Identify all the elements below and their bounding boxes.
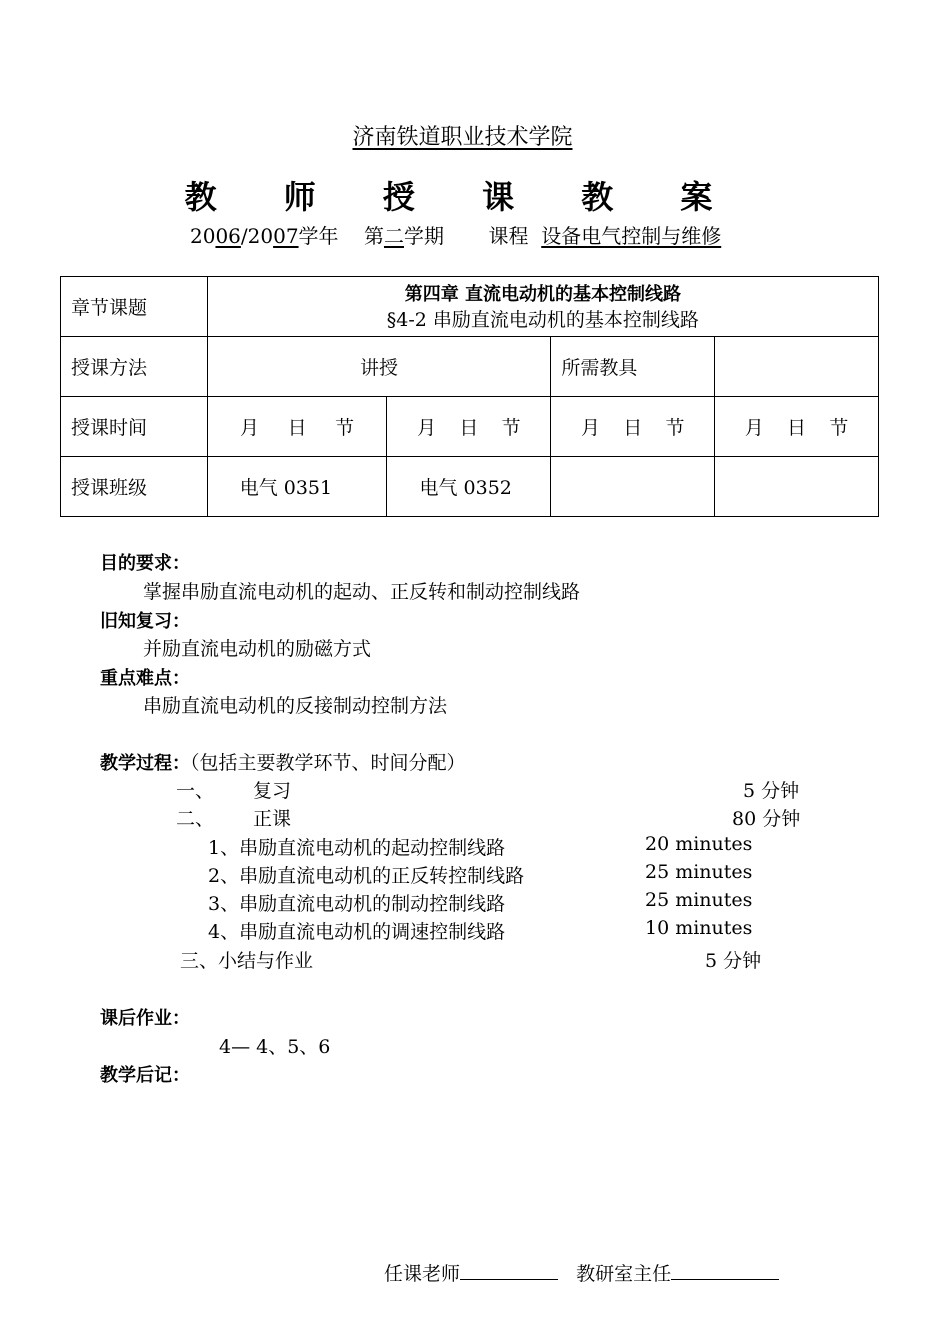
subitem-time: 20 minutes (645, 833, 753, 855)
process-note: （包括主要教学环节、时间分配） (190, 752, 466, 774)
method-label: 授课方法 (61, 337, 208, 397)
signature-line (384, 1259, 779, 1286)
term-course-line: 2006/2007学年 第二学期 课程 设备电气控制与维修 (190, 224, 722, 248)
director-label: 教研室主任 (576, 1263, 672, 1285)
chapter-label: 章节课题 (61, 277, 208, 337)
school-name: 济南铁道职业技术学院 (352, 125, 573, 150)
year-start: 06 (215, 224, 241, 248)
class-3 (551, 457, 715, 517)
goals-text: 掌握串励直流电动机的起动、正反转和制动控制线路 (143, 581, 581, 603)
class-row (61, 457, 879, 517)
course-name: 设备电气控制与维修 (541, 224, 722, 248)
homework-text: 4— 4、5、6 (219, 1036, 331, 1058)
subitem-time: 25 minutes (645, 889, 753, 911)
term-number: 二 (383, 224, 404, 248)
year-end: 07 (273, 224, 299, 248)
section-title: §4-2 串励直流电动机的基本控制线路 (386, 308, 699, 331)
method-row (61, 337, 879, 397)
method-value: 讲授 (207, 337, 551, 397)
step2-name: 正课 (253, 808, 292, 830)
step3-time: 5 分钟 (705, 950, 762, 972)
chapter-cell (207, 277, 878, 337)
subitem-name: 4、串励直流电动机的调速控制线路 (208, 921, 506, 943)
time-slot-1: 月 日 节 (207, 397, 387, 457)
subitem-name: 1、串励直流电动机的起动控制线路 (208, 837, 506, 859)
step1-name: 复习 (253, 780, 292, 802)
chapter-row (61, 277, 879, 337)
subitem-time: 25 minutes (645, 861, 753, 883)
subitem-name: 3、串励直流电动机的制动控制线路 (208, 893, 506, 915)
step1-number: 一、 (176, 780, 215, 802)
chapter-title: 第四章 直流电动机的基本控制线路 (404, 283, 681, 305)
step2-time: 80 分钟 (732, 808, 801, 830)
lesson-info-table (60, 276, 879, 517)
process-label: 教学过程： (100, 753, 190, 774)
key-points-text: 串励直流电动机的反接制动控制方法 (143, 695, 448, 717)
time-slot-4: 月 日 节 (715, 397, 879, 457)
teacher-label: 任课老师 (384, 1263, 461, 1285)
time-slot-3: 月 日 节 (551, 397, 715, 457)
step2-number: 二、 (176, 808, 215, 830)
key-points-label: 重点难点： (100, 668, 190, 689)
class-1: 电气 0351 (207, 457, 387, 517)
class-label: 授课班级 (61, 457, 208, 517)
class-2: 电气 0352 (387, 457, 551, 517)
subitem-name: 2、串励直流电动机的正反转控制线路 (208, 865, 525, 887)
time-slot-2: 月 日 节 (387, 397, 551, 457)
tools-label: 所需教具 (551, 337, 715, 397)
step1-time: 5 分钟 (743, 780, 800, 802)
review-label: 旧知复习： (100, 611, 190, 632)
process-heading (100, 748, 466, 775)
homework-label: 课后作业： (100, 1008, 190, 1029)
time-row (61, 397, 879, 457)
afterword-label: 教学后记： (100, 1065, 190, 1086)
subitem-time: 10 minutes (645, 917, 753, 939)
goals-label: 目的要求： (100, 553, 190, 574)
tools-value (715, 337, 879, 397)
review-text: 并励直流电动机的励磁方式 (143, 638, 372, 660)
director-sign-blank (671, 1261, 779, 1280)
class-4 (715, 457, 879, 517)
teacher-sign-blank (460, 1261, 558, 1280)
step3: 三、小结与作业 (180, 950, 314, 972)
time-label: 授课时间 (61, 397, 208, 457)
document-title: 教 师 授 课 教 案 (184, 178, 741, 216)
